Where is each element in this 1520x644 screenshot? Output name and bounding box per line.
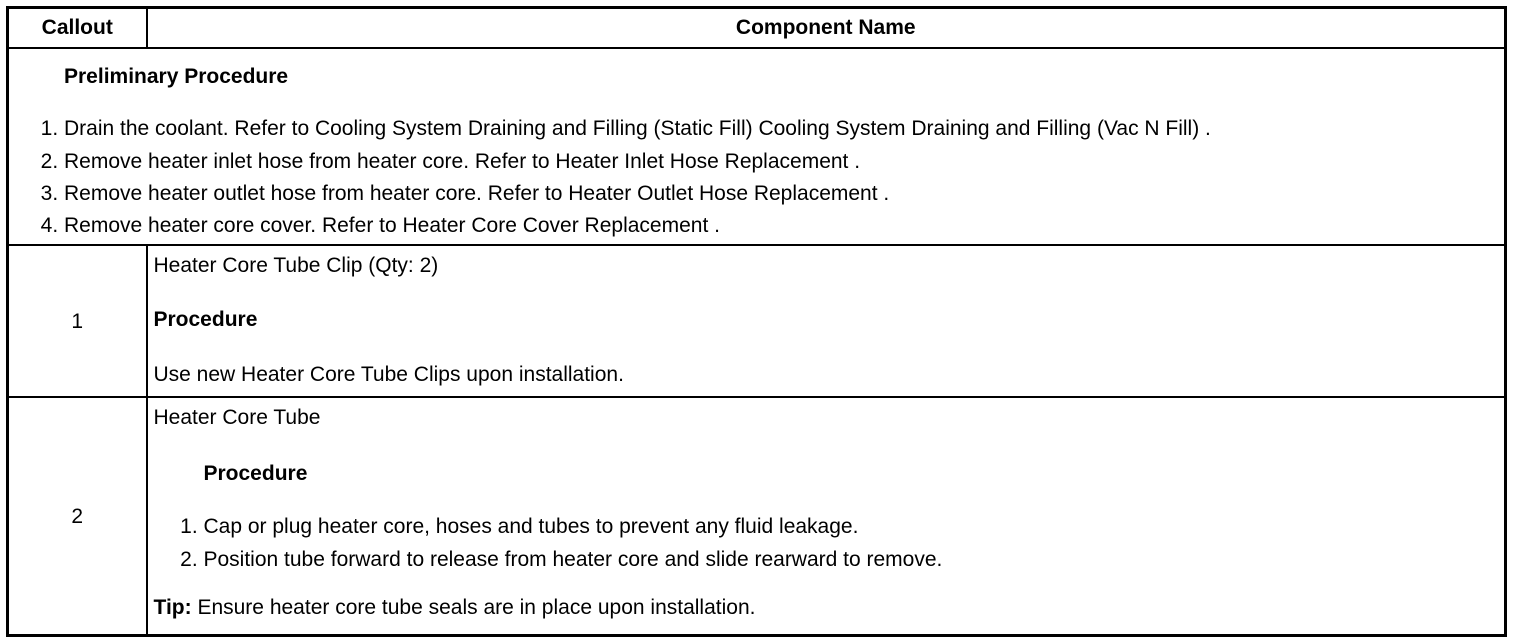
procedure-table bbox=[6, 6, 1507, 637]
callout-number: 1 bbox=[8, 245, 147, 397]
table-row bbox=[8, 245, 1506, 397]
component-name-header: Component Name bbox=[147, 8, 1506, 49]
preliminary-step: 2. Remove heater inlet hose from heater core. Refer to Heater Inlet Hose Replacement . bbox=[64, 148, 1504, 175]
callout-header: Callout bbox=[8, 8, 147, 49]
procedure-steps bbox=[154, 513, 1499, 574]
tip-body: Ensure heater core tube seals are in place upon installation. bbox=[191, 595, 756, 619]
component-cell bbox=[147, 245, 1506, 397]
preliminary-row bbox=[8, 48, 1506, 245]
tip-label: Tip: bbox=[153, 595, 192, 619]
preliminary-title: Preliminary Procedure bbox=[64, 65, 289, 88]
procedure-step: 2. Position tube forward to release from heater core and slide rearward to remove. bbox=[204, 546, 1499, 573]
table-row bbox=[8, 397, 1506, 635]
component-name: Heater Core Tube Clip (Qty: 2) bbox=[153, 254, 439, 278]
component-cell bbox=[147, 397, 1506, 635]
component-name: Heater Core Tube bbox=[153, 406, 321, 430]
header-row bbox=[8, 8, 1506, 49]
preliminary-cell bbox=[8, 48, 1506, 245]
procedure-note: Use new Heater Core Tube Clips upon installation. bbox=[153, 363, 624, 387]
tip-text bbox=[154, 594, 1499, 621]
callout-number: 2 bbox=[8, 397, 147, 635]
preliminary-steps bbox=[9, 115, 1504, 239]
procedure-step: 1. Cap or plug heater core, hoses and tubes to prevent any fluid leakage. bbox=[204, 513, 1499, 540]
preliminary-step: 4. Remove heater core cover. Refer to Heater Core Cover Replacement . bbox=[64, 212, 1504, 239]
procedure-label: Procedure bbox=[203, 461, 308, 485]
preliminary-step: 1. Drain the coolant. Refer to Cooling System Draining and Filling (Static Fill) Cooling System Draining and Filling (Vac N Fill) . bbox=[64, 115, 1504, 142]
procedure-label: Procedure bbox=[153, 307, 258, 331]
preliminary-step: 3. Remove heater outlet hose from heater core. Refer to Heater Outlet Hose Replacement . bbox=[64, 180, 1504, 207]
